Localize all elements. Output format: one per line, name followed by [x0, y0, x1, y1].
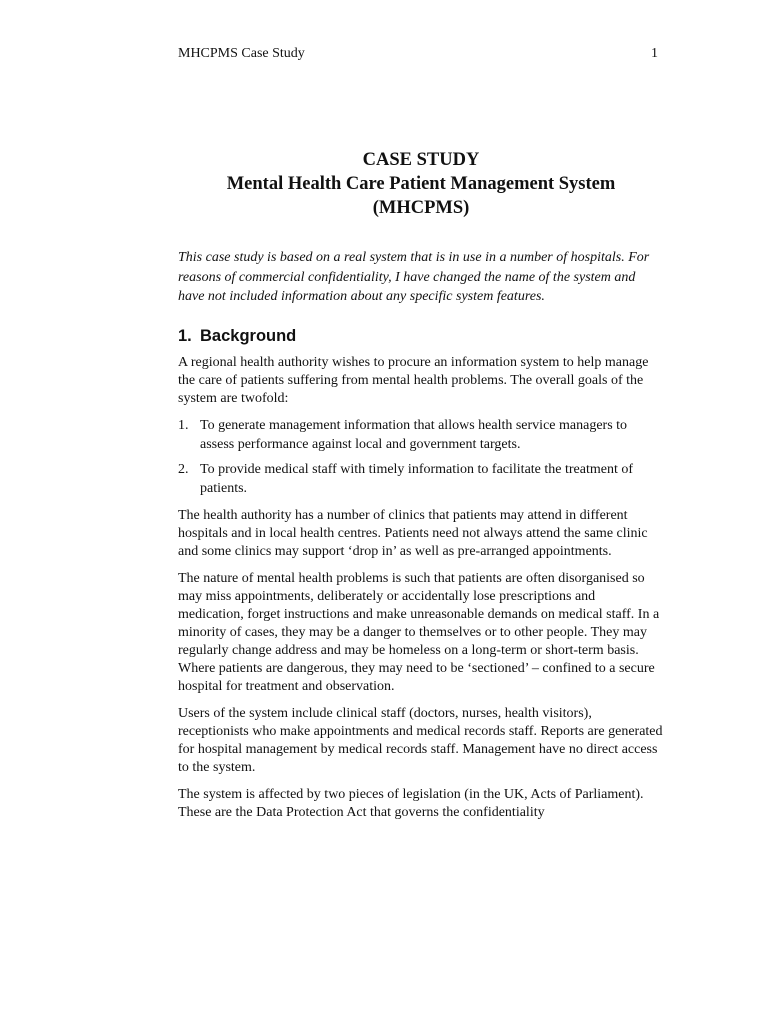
section-heading [178, 325, 664, 347]
running-title: MHCPMS Case Study [178, 46, 305, 61]
title-line-2: Mental Health Care Patient Management System [226, 174, 616, 194]
list-item [178, 460, 664, 498]
list-item-text: To provide medical staff with timely information to facilitate the treatment of patients. [200, 461, 634, 496]
paragraph-patients: The nature of mental health problems is such that patients are often disorganised so may miss appointments, deliberately or accidentally lose prescriptions and medication, forget instructions and make unreasonable demands on medical staff. In a minority of cases, they may be a danger to themselves or to other people. They may regularly change address and may be homeless on a long-term or short-term basis. Where patients are dangerous, they may need to be ‘sectioned’ – confined to a secure hospital for treatment and observation. [178, 570, 660, 694]
paragraph-legislation: The system is affected by two pieces of legislation (in the UK, Acts of Parliament). These are the Data Protection Act that governs the confidentiality [178, 786, 644, 820]
intro-note: This case study is based on a real system that is in use in a number of hospitals. For reasons of commercial confidentiality, I have changed the name of the system and have not included information about any specific system features. [178, 250, 650, 304]
list-marker: 1. [178, 417, 189, 433]
title-line-1: CASE STUDY [362, 150, 480, 170]
list-marker: 2. [178, 461, 189, 477]
document-body [178, 148, 664, 822]
section-title: Background [200, 326, 297, 345]
paragraph-goals-intro: A regional health authority wishes to procure an information system to help manage the care of patients suffering from mental health problems. The overall goals of the system are twofold: [178, 354, 649, 406]
goals-list [178, 416, 664, 498]
paragraph-clinics: The health authority has a number of clinics that patients may attend in different hospitals and in local health centres. Patients need not always attend the same clinic and some clinics may support ‘drop in’ as well as pre-arranged appointments. [178, 507, 648, 559]
list-item-text: To generate management information that allows health service managers to assess performance against local and government targets. [200, 417, 628, 452]
document-title [178, 148, 664, 220]
list-item [178, 416, 664, 454]
section-number: 1. [178, 326, 192, 345]
paragraph-users: Users of the system include clinical staff (doctors, nurses, health visitors), receptionists who make appointments and medical records staff. Reports are generated for hospital management by medical records staff. Management have no direct access to the system. [178, 705, 663, 775]
running-header [178, 44, 658, 64]
page-number: 1 [651, 46, 658, 61]
title-line-3: (MHCPMS) [372, 198, 470, 218]
